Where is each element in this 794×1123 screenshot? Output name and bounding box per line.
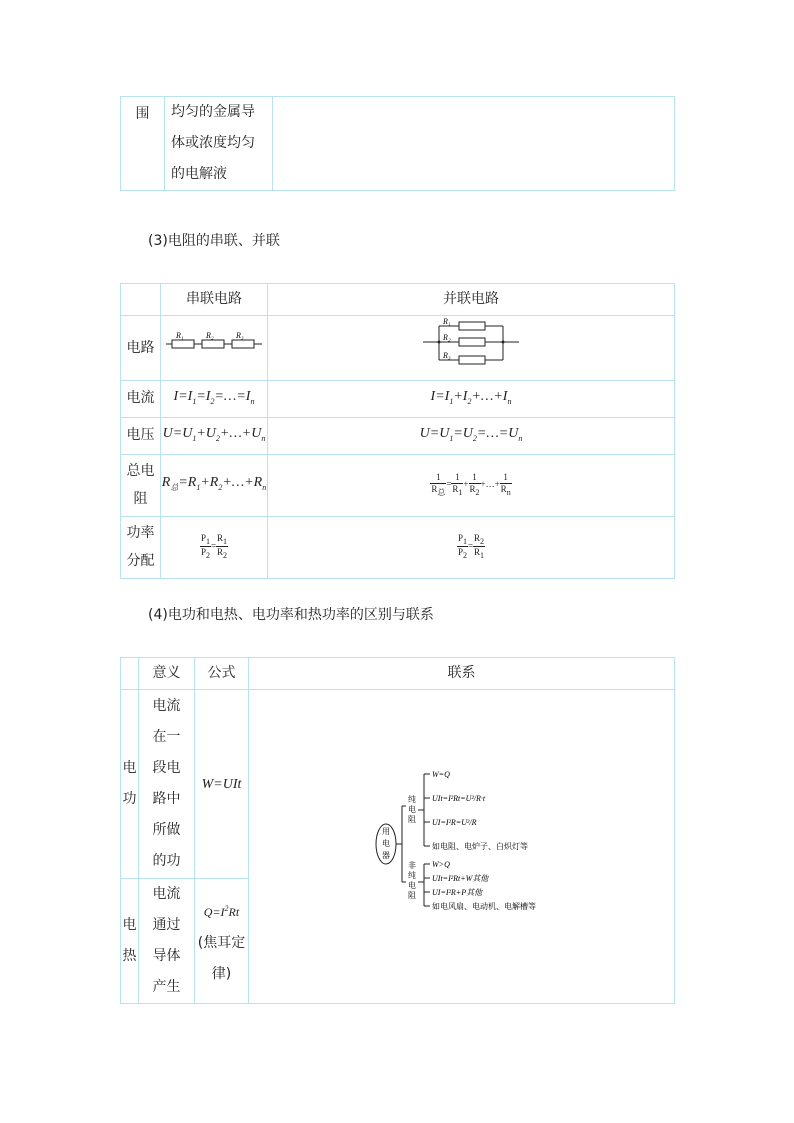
nonpure-char: 阻	[407, 890, 416, 900]
parallel-r1-label: R₁	[443, 317, 451, 326]
relation-diagram-cell	[249, 690, 675, 1004]
table1-condition	[165, 97, 273, 191]
pure-eq1: W=Q	[431, 769, 450, 779]
section4-heading: (4)电功和电热、电功率和热功率的区别与联系	[148, 607, 434, 623]
header-meaning: 意义	[139, 658, 195, 690]
pure-char: 阻	[407, 814, 416, 824]
series-r3-label: R₃	[236, 331, 244, 340]
section3-heading: (3)电阻的串联、并联	[148, 233, 280, 249]
nonpure-example: 如电风扇、电动机、电解槽等	[431, 901, 536, 911]
parallel-current-formula: $I=I_1+I_2+\dots+I_n$	[268, 381, 675, 418]
label-char: 热	[122, 948, 137, 964]
heat-formula	[195, 879, 249, 1004]
series-circuit-diagram	[161, 316, 268, 381]
label-char: 功	[122, 791, 137, 807]
pure-char: 电	[407, 804, 416, 814]
root-char: 器	[381, 850, 390, 860]
label-char: 电	[122, 917, 137, 933]
pure-char: 纯	[407, 794, 416, 804]
work-meaning	[139, 690, 195, 879]
label-char: 电	[122, 760, 137, 776]
resistivity-table-tail	[120, 96, 675, 191]
row-voltage-label: 电压	[121, 417, 161, 454]
parallel-circuit-diagram	[268, 316, 675, 381]
meaning-line: 电流	[152, 886, 181, 902]
meaning-line: 所做	[152, 822, 181, 838]
header-parallel: 并联电路	[268, 284, 675, 316]
nonpure-char: 非	[407, 860, 416, 870]
formula-note-line: (焦耳定	[197, 934, 246, 951]
parallel-r2-label: R₂	[443, 333, 451, 342]
formula-note-line: 律)	[211, 965, 232, 982]
header-formula: 公式	[195, 658, 249, 690]
series-power-formula: $\frac{P_1}{P_2}$ = $\frac{R_1}{R_2}$	[161, 516, 268, 578]
pure-eq3: UI=I²R=U²/R	[431, 817, 476, 827]
table1-empty-cell	[273, 97, 675, 191]
parallel-power-formula: $\frac{P_1}{P_2}$ = $\frac{R_2}{R_1}$	[268, 516, 675, 578]
joule-formula: $Q=I^2Rt$	[203, 903, 240, 919]
parallel-circuit-icon	[421, 316, 521, 368]
series-circuit-icon	[164, 330, 264, 354]
header-relation: 联系	[249, 658, 675, 690]
pure-eq2: UIt=I²Rt=U²/R·t	[431, 793, 485, 803]
condition-line: 均匀的金属导	[171, 104, 255, 120]
label-line: 分配	[126, 553, 155, 570]
series-r1-label: R₁	[176, 331, 184, 340]
meaning-line: 的功	[152, 853, 181, 869]
meaning-line: 电流	[152, 698, 181, 714]
row-current-label: 电流	[121, 381, 161, 418]
work-formula: W=UIt	[195, 690, 249, 879]
series-r2-label: R₂	[206, 331, 214, 340]
meaning-line: 在一	[152, 729, 181, 745]
row-power-label	[121, 516, 161, 578]
meaning-line: 通过	[152, 917, 181, 933]
work-heat-table	[120, 657, 675, 1004]
series-parallel-table	[120, 283, 675, 579]
parallel-voltage-formula: $U=U_1=U_2=\dots=U_n$	[268, 417, 675, 454]
series-voltage-formula: $U=U_1+U_2+\dots+U_n$	[161, 417, 268, 454]
meaning-line: 产生	[152, 979, 181, 995]
row-total-resistance-label	[121, 454, 161, 516]
series-current-formula: $I=I_1=I_2=\dots=I_n$	[161, 381, 268, 418]
condition-line: 体或浓度均匀	[171, 135, 255, 151]
header-empty	[121, 658, 139, 690]
parallel-r3-label: R₃	[443, 351, 451, 360]
nonpure-eq2: UIt=I²Rt+W其他	[431, 873, 488, 883]
label-line: 阻	[133, 491, 148, 508]
table1-label: 围	[121, 97, 165, 191]
series-resistance-formula: $R_总=R_1+R_2+\dots+R_n$	[161, 454, 268, 516]
root-char: 电	[381, 838, 390, 848]
meaning-line: 路中	[152, 791, 181, 807]
meaning-line: 段电	[152, 760, 181, 776]
row-circuit-label: 电路	[121, 316, 161, 381]
parallel-resistance-formula: $\frac{1}{R_总}$ = $\frac{1}{R_1}$ + $\frac{1}{R_2}$ +…+ $\frac{1}{R_n}$	[268, 454, 675, 516]
work-label	[121, 690, 139, 879]
condition-line: 的电解液	[171, 166, 227, 182]
heat-meaning	[139, 879, 195, 1004]
header-series: 串联电路	[161, 284, 268, 316]
header-empty	[121, 284, 161, 316]
nonpure-eq3: UI=I²R+P其他	[431, 887, 482, 897]
label-line: 功率	[126, 525, 155, 542]
label-line: 总电	[126, 463, 155, 480]
nonpure-eq1: W>Q	[431, 859, 450, 869]
meaning-line: 导体	[152, 948, 181, 964]
relation-tree-diagram	[372, 766, 552, 916]
nonpure-char: 纯	[407, 870, 416, 880]
pure-example: 如电阻、电炉子、白炽灯等	[431, 841, 528, 851]
heat-label	[121, 879, 139, 1004]
root-char: 用	[381, 826, 390, 836]
nonpure-char: 电	[407, 880, 416, 890]
